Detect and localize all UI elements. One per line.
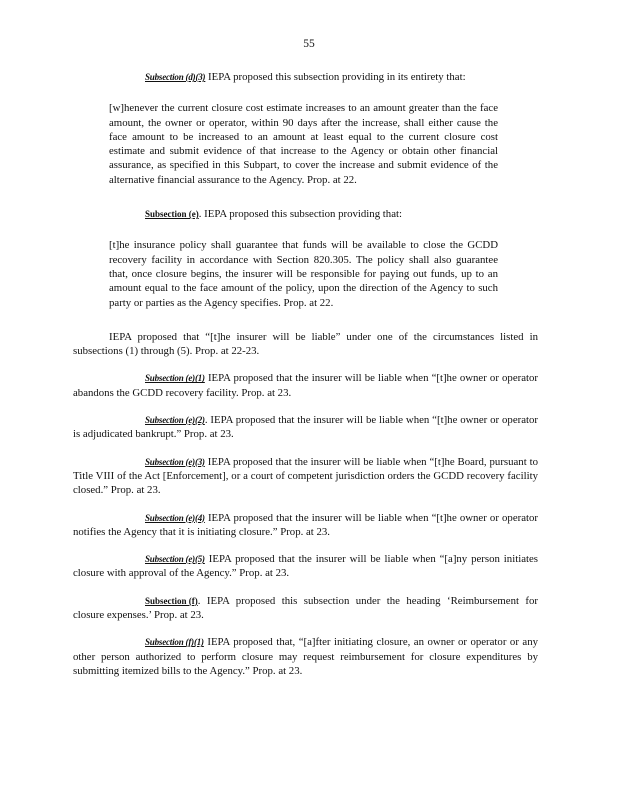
subsection-label: Subsection (e) bbox=[145, 209, 199, 220]
paragraph-subsection-e bbox=[73, 207, 538, 221]
subsection-label: Subsection (e)(2) bbox=[145, 415, 205, 426]
block-quote: [t]he insurance policy shall guarantee that funds will be available to close the GCDD recovery facility in accordance with Section 820.305. The policy shall also guarantee that, once closure begins, the insurer will be responsible for paying out funds, up to an amount equal to the face amount of the policy, upon the direction of the Agency to such party or parties as the Agency specifies. Prop. at 22. bbox=[109, 239, 498, 309]
subsection-label: Subsection (e)(4) bbox=[145, 512, 205, 523]
paragraph-subsection-e5 bbox=[73, 552, 538, 581]
paragraph-subsection-f bbox=[73, 594, 538, 623]
paragraph-text: . IEPA proposed this subsection providing that: bbox=[198, 208, 402, 221]
paragraph-subsection-e2 bbox=[73, 413, 538, 442]
paragraph-text: IEPA proposed that the insurer will be liable when “[t]he Board, pursuant to Title VIII of the Act [Enforcement], or a court of competent jurisdiction orders the GCDD recovery facility closed.” Prop. at 23. bbox=[73, 455, 538, 497]
subsection-label: Subsection (f)(1) bbox=[145, 637, 204, 648]
paragraph-subsection-d3 bbox=[73, 70, 538, 84]
paragraph-insurer-liable: IEPA proposed that “[t]he insurer will be liable” under one of the circumstances listed in subsections (1) through (5). Prop. at 22-23. bbox=[73, 330, 538, 358]
paragraph-text: . IEPA proposed this subsection under the heading ‘Reimbursement for closure expenses.’ Prop. at 23. bbox=[73, 594, 538, 622]
paragraph-text: IEPA proposed this subsection providing in its entirety that: bbox=[205, 71, 466, 83]
paragraph-subsection-f1 bbox=[73, 635, 538, 678]
paragraph-text: . IEPA proposed that the insurer will be liable when “[t]he owner or operator is adjudicated bankrupt.” Prop. at 23. bbox=[73, 414, 538, 441]
subsection-label: Subsection (e)(3) bbox=[145, 456, 205, 467]
paragraph-subsection-e1 bbox=[73, 371, 538, 400]
subsection-label: Subsection (e)(5) bbox=[145, 554, 205, 565]
paragraph-text: IEPA proposed that the insurer will be liable when “[t]he owner or operator abandons the GCDD recovery facility. Prop. at 23. bbox=[73, 372, 538, 399]
subsection-label: Subsection (f) bbox=[145, 595, 198, 606]
paragraph-subsection-e3 bbox=[73, 455, 538, 498]
subsection-label: Subsection (e)(1) bbox=[145, 373, 205, 384]
document-body bbox=[73, 70, 538, 691]
paragraph-text: IEPA proposed that, “[a]fter initiating closure, an owner or operator or any other person authorized to perform closure may request reimbursement for closure expenditures by submitting itemized bills to the Agency.” Prop. at 23. bbox=[73, 636, 538, 677]
subsection-label: Subsection (d)(3) bbox=[145, 72, 206, 82]
paragraph-text: IEPA proposed that the insurer will be liable when “[a]ny person initiates closure with approval of the Agency.” Prop. at 23. bbox=[73, 553, 538, 580]
block-quote: [w]henever the current closure cost estimate increases to an amount greater than the face amount, the owner or operator, within 90 days after the increase, shall either cause the face amount to be increased to an amount at least equal to the current closure cost estimate and submit evidence of that increase to the Agency or obtain other financial assurance, as specified in this Subpart, to cover the increase and submit evidence of the alternative financial assurance to the Agency. Prop. at 22. bbox=[109, 102, 498, 186]
page-number: 55 bbox=[303, 38, 315, 50]
paragraph-subsection-e4 bbox=[73, 511, 538, 540]
paragraph-text: IEPA proposed that the insurer will be liable when “[t]he owner or operator notifies the Agency that it is initiating closure.” Prop. at 23. bbox=[73, 511, 538, 538]
